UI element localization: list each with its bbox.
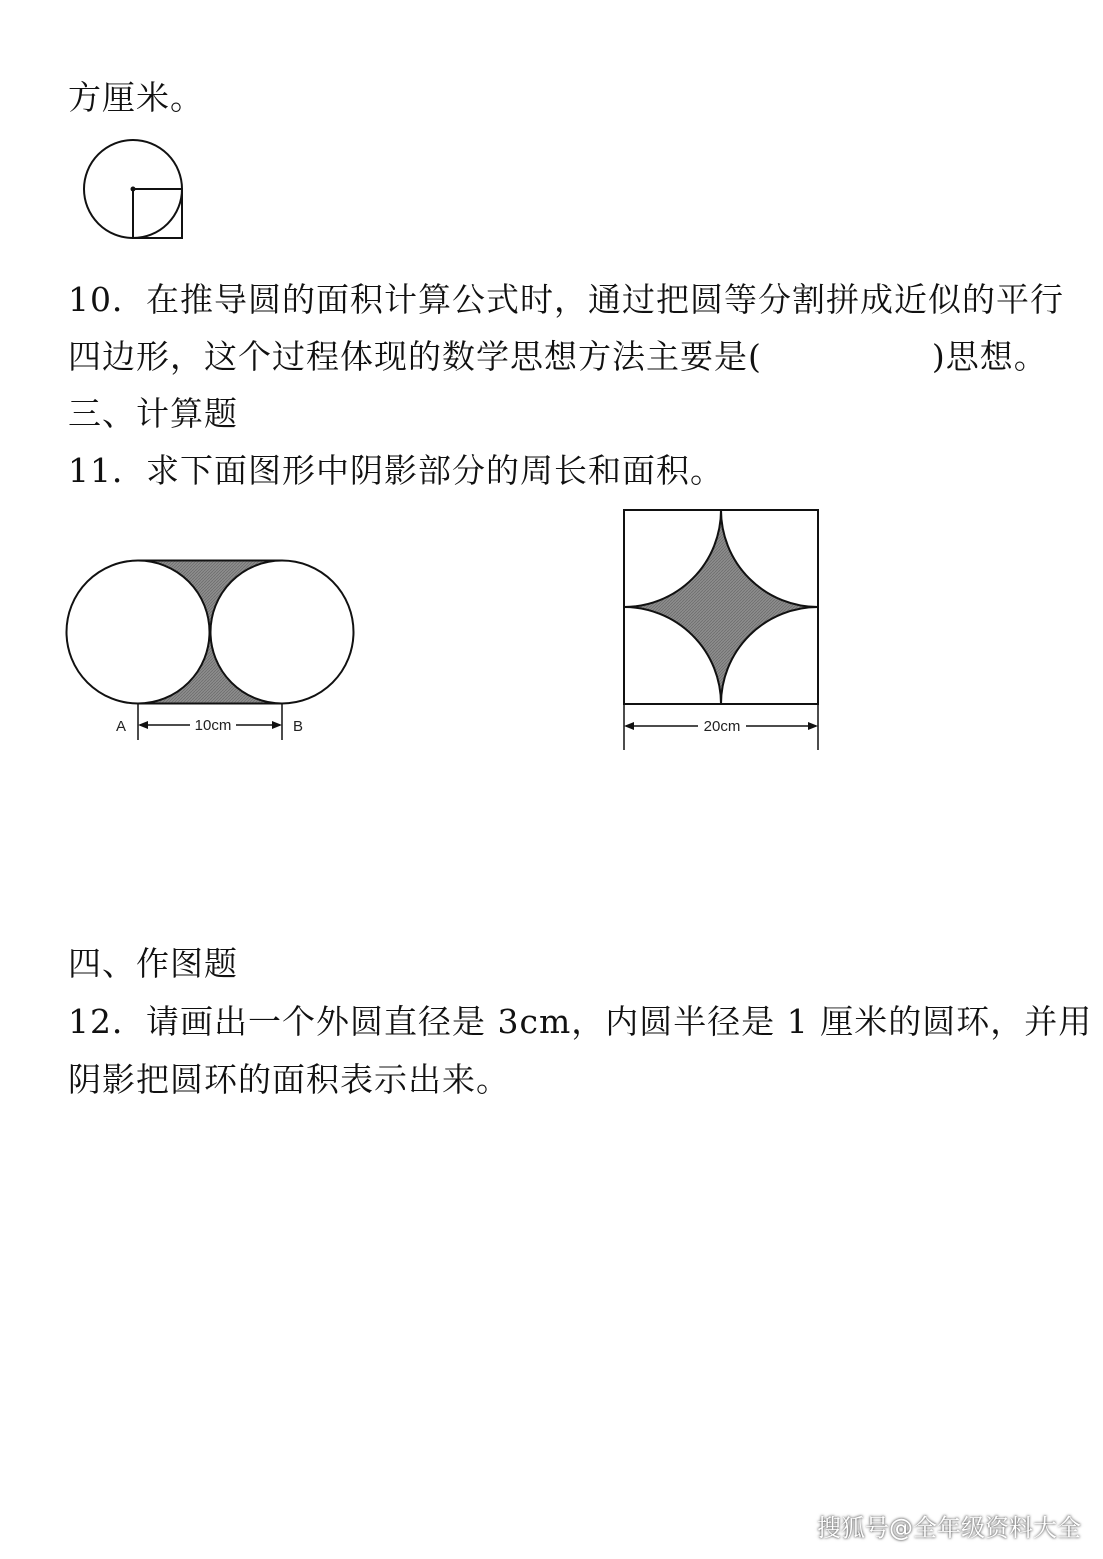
question-10-line-1: 10．在推导圆的面积计算公式时，通过把圆等分割拼成近似的平行: [68, 280, 1064, 319]
dimension-label-10cm: 10cm: [194, 717, 232, 734]
question-12-line-1: 12．请画出一个外圆直径是 3cm，内圆半径是 1 厘米的圆环，并用: [68, 1002, 1093, 1041]
point-label-b: B: [292, 718, 304, 735]
text-line-fangli: 方厘米。: [68, 78, 204, 117]
question-11-text: 11．求下面图形中阴影部分的周长和面积。: [68, 451, 724, 490]
circle-square-figure: [78, 132, 190, 244]
section-4-heading: 四、作图题: [68, 944, 238, 983]
question-12-line-2: 阴影把圆环的面积表示出来。: [68, 1060, 510, 1099]
question-10-line-2: 四边形，这个过程体现的数学思想方法主要是( )思想。: [68, 337, 1048, 376]
point-label-a: A: [115, 718, 127, 735]
left-circle: [67, 561, 210, 704]
watermark: 搜狐号@全年级资料大全: [817, 1514, 1081, 1542]
dimension-label-20cm: 20cm: [703, 718, 741, 735]
section-3-heading: 三、计算题: [68, 394, 238, 433]
shaded-star: [624, 510, 818, 704]
two-circles-figure: [60, 550, 370, 750]
right-circle: [211, 561, 354, 704]
square-quarter-circles-figure: [610, 500, 835, 755]
